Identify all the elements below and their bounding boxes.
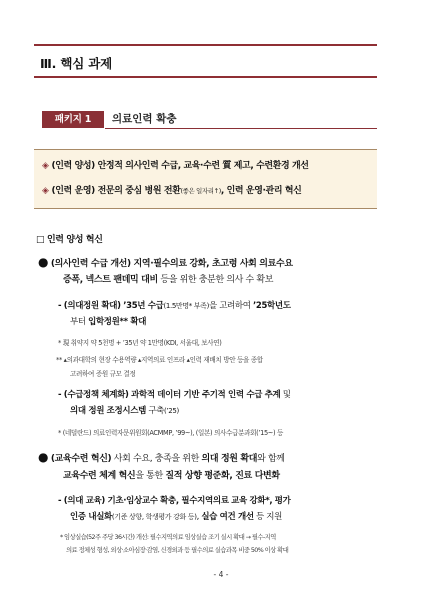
package-badge: 패키지 1 xyxy=(42,111,104,128)
package-underline xyxy=(105,128,377,129)
item-2-line-2: 교육수련 체계 혁신을 통한 질적 상향 평준화, 진료 다변화 xyxy=(63,471,280,481)
top-rule xyxy=(34,44,377,46)
item-2a-line-2: 인증 내실화(기준 상향, 학생평가 강화 등), 실습 여건 개선 등 지원 xyxy=(70,512,282,522)
note-1: * 現 취약지 약 5천명 + ’35년 약 1만명(KDI, 서울대, 보사연) xyxy=(58,339,222,347)
dash-marker: - xyxy=(58,496,62,506)
item-1-line-1: ● (의사인력 수급 개선) 지역·필수의료 강화, 초고령 사회 의료수요 xyxy=(38,255,293,269)
summary-row-1 xyxy=(42,158,309,171)
summary-row-note: (좋은 일자리↑) xyxy=(180,187,221,195)
item-2a-line-1: - (의대 교육) 기초·임상교수 확충, 필수지역의료 교육 강화*, 평가 xyxy=(58,496,291,506)
package-name: 의료인력 확충 xyxy=(112,113,177,125)
note-3: * (네덜란드) 의료인력자문위원회(ACMMP, ’99~), (일본) 의사수급분과회(’15~) 등 xyxy=(58,429,283,437)
diamond-marker-icon: ◈ xyxy=(42,161,49,171)
item-1a-line-2: 부터 입학정원** 확대 xyxy=(70,317,147,327)
summary-row-2 xyxy=(42,183,301,196)
item-1b-line-2: 의대 정원 조정시스템 구축(’25) xyxy=(70,406,179,416)
summary-box xyxy=(34,149,377,209)
item-1b-line-1: - (수급정책 체계화) 과학적 데이터 기반 주기적 인력 수급 추계 및 xyxy=(58,390,291,400)
section-title: Ⅲ. 핵심 과제 xyxy=(40,56,112,71)
note-4-line-1: * 임상실습(52주 주당 36시간) 개선: 필수지역의료 임상실습 조기 실시 확대 → 필수-지역 xyxy=(60,534,276,541)
bullet-dot-icon: ● xyxy=(38,450,49,464)
summary-row-tail: , 인력 운영·관리 혁신 xyxy=(220,186,302,196)
bullet-dot-icon: ● xyxy=(38,255,49,269)
note-4-line-2: 의료 정체성 형성, 외상·소아심장·감염, 신경외과 등 필수의료 실습과목 비중 50% 이상 확대 xyxy=(66,547,289,554)
item-2-line-1: ● (교육수련 혁신) 사회 수요, 충족을 위한 의대 정원 확대와 함께 xyxy=(38,450,285,464)
dash-marker: - xyxy=(58,301,62,311)
note-2-line-1: ** ▴의과대학의 현장 수용역량 ▴지역의료 인프라 ▴인력 재배치 방안 등을 종합 xyxy=(56,356,263,364)
diamond-marker-icon: ◈ xyxy=(42,186,49,196)
dash-marker: - xyxy=(58,390,62,400)
summary-row-text: (인력 양성) 안정적 의사인력 수급, 교육·수련 質 제고, 수련환경 개선 xyxy=(51,161,309,171)
note-2-line-2: 고려하여 증원 규모 결정 xyxy=(70,370,136,378)
subsection-heading: □ 인력 양성 혁신 xyxy=(36,235,103,245)
square-marker-icon: □ xyxy=(36,235,45,245)
section-rule xyxy=(34,76,377,78)
summary-row-text: (인력 운영) 전문의 중심 병원 전환 xyxy=(51,186,181,196)
item-1-line-2: 증폭, 넥스트 팬데믹 대비 등을 위한 충분한 의사 수 확보 xyxy=(63,275,274,285)
item-1a-line-1: - (의대정원 확대) ’35년 수급(1.5만명* 부족)을 고려하여 ’25학년도 xyxy=(58,301,291,311)
page-number: - 4 - xyxy=(213,570,229,579)
